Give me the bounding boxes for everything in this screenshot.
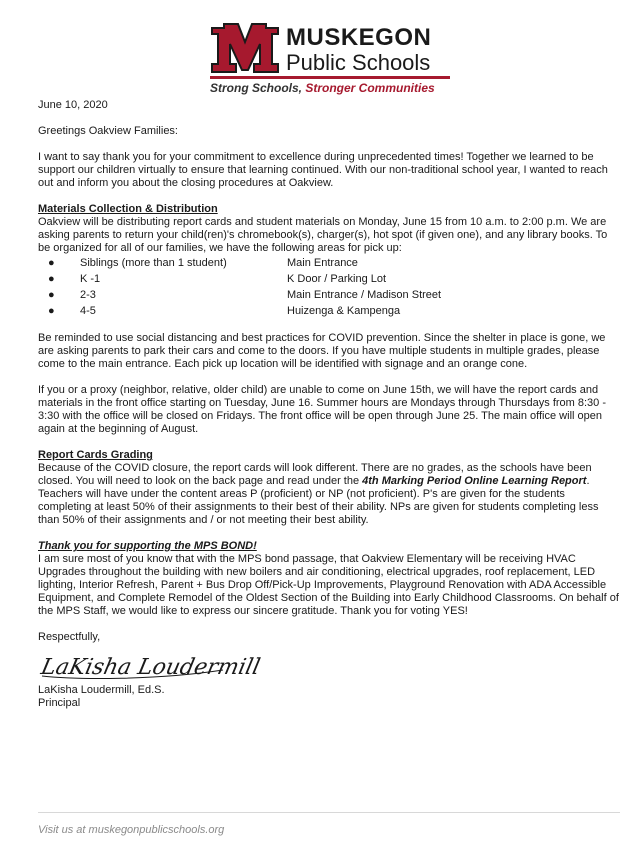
pickup-location: K Door / Parking Lot <box>287 273 387 285</box>
letter-date: June 10, 2020 <box>38 99 108 111</box>
materials-paragraph: Oakview will be distributing report cards and student materials on Monday, June 15 from 10 a.m. to 2:00 p.m. We are asking parents to return your child(ren)'s chromebook(s), charger(s), hot spot (if given one), and any library books. To be organized for all of our families, we have the following areas for pick up: <box>38 216 608 254</box>
report-emphasis: 4th Marking Period Online Learning Report <box>362 475 587 487</box>
letterhead <box>210 20 470 100</box>
pickup-group: Siblings (more than 1 student) <box>80 257 227 269</box>
report-heading: Report Cards Grading <box>38 449 153 461</box>
covid-paragraph: Be reminded to use social distancing and best practices for COVID prevention. Since the shelter in place is gone, we are asking parents to park their cars and come to the doors. If you have multiple students in multiple grades, please come to the main entrance. Each pick up location will be identified with signage and an orange cone. <box>38 332 606 370</box>
list-item: ● 2-3 Main Entrance / Madison Street <box>48 289 442 301</box>
list-item: ● 4-5 Huizenga & Kampenga <box>48 305 401 317</box>
pickup-group: K -1 <box>80 273 101 285</box>
report-paragraph: Because of the COVID closure, the report cards will look different. There are no grades, as the schools have been closed. You will need to look on the back page and read under the 4th Marking Period Online Learning Report. Teachers will have under the content areas P (proficient) or NP (not proficient). P's are given for the students completing at least 50% of their assignments to their best of their ability. NPs are given for students completing less than 50% of their assignments and / or not meeting their best ability. <box>38 462 599 526</box>
tagline-part1: Strong Schools, <box>210 81 306 95</box>
list-item: ● K -1 K Door / Parking Lot <box>48 273 387 285</box>
intro-paragraph: I want to say thank you for your commitment to excellence during unprecedented times! Together we learned to be support our children virtually to ensure that learning continued. With our non-traditional school year, I wanted to reach out and inform you about the closing procedures at Oakview. <box>38 151 608 189</box>
footer-url[interactable]: Visit us at muskegonpublicschools.org <box>38 824 225 836</box>
footer-divider <box>38 812 620 813</box>
materials-heading: Materials Collection & Distribution <box>38 203 218 215</box>
bond-heading: Thank you for supporting the MPS BOND! <box>38 540 257 552</box>
school-logo-icon <box>210 20 280 76</box>
pickup-group: 4-5 <box>80 305 96 317</box>
tagline <box>210 81 435 95</box>
signature-script: LaKisha Loudermill <box>38 654 263 680</box>
greeting: Greetings Oakview Families: <box>38 125 178 137</box>
tagline-divider <box>210 76 450 79</box>
brand-subtitle: Public Schools <box>286 50 431 75</box>
tagline-part2: Stronger Communities <box>305 81 435 95</box>
bond-paragraph: I am sure most of you know that with the MPS bond passage, that Oakview Elementary will be receiving HVAC Upgrades throughout the building with new boilers and air conditioning, electrical upgrades, roof replacement, LED lighting, Interior Refresh, Parent + Bus Drop Off/Pick-Up Improvements, Playground Renovation with ADA Accessible Equipment, and Complete Remodel of the Oldest Section of the Building into Early Childhood Classrooms. On behalf of the MPS Staff, we would like to express our sincere gratitude. Thank you for voting YES! <box>38 553 619 617</box>
pickup-location: Main Entrance <box>287 257 358 269</box>
pickup-group: 2-3 <box>80 289 96 301</box>
pickup-location: Huizenga & Kampenga <box>287 305 401 317</box>
letter-body <box>38 99 620 710</box>
brand-name: MUSKEGON <box>286 24 432 51</box>
signature-image <box>38 646 263 682</box>
list-item: ● Siblings (more than 1 student) Main Entrance <box>48 257 358 269</box>
proxy-paragraph: If you or a proxy (neighbor, relative, older child) are unable to come on June 15th, we will have the report cards and materials in the front office starting on Tuesday, June 16. Summer hours are Mondays through Thursdays from 8:30 - 3:30 with the office will be closed on Fridays. The front office will be open through June 25. The main office will open again at the beginning of August. <box>38 384 607 435</box>
pickup-location: Main Entrance / Madison Street <box>287 289 442 301</box>
signer-name: LaKisha Loudermill, Ed.S. <box>38 684 165 696</box>
closing: Respectfully, <box>38 631 101 643</box>
pickup-list <box>38 255 620 319</box>
signer-title: Principal <box>38 697 81 709</box>
